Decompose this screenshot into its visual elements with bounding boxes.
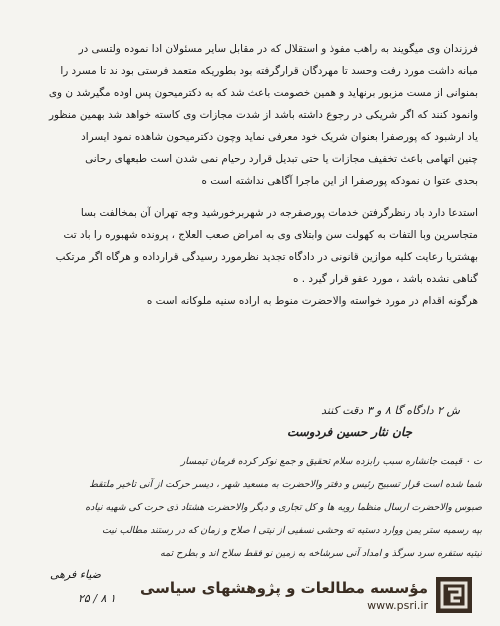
typed-line: وانمود کنند که اگر شریکی در رجوع داشته باشد از شدت مجازات وی کاسته خواهد شد بهمین منظور	[49, 109, 478, 121]
typed-line: بهشتریا رعایت کلیه موازین قانونی در دادگاه تجدید نظرمورد رسیدگی قرارداده و هرگاه اگر مرتکب	[55, 251, 478, 263]
handwritten-line: صبوس والاحضرت ارسال منظما رویه ها و کل تجاری و دیگر والاحضرت هشتاد ذی حرت کی شهیه نیاده	[85, 502, 482, 513]
handwritten-line: شما شده است قرار تسبیح رئیس و دفتر والاحضرت به مسعید شهر ، دیسر حرکت از آنی تاخیر ملتقط	[89, 479, 482, 490]
paragraph-gap	[26, 192, 478, 202]
handwritten-note	[20, 450, 482, 565]
handwritten-line: ت ۰ قیمت جانشاره سبب رابزده سلام تحقیق و جمع نوکر کرده فرمان تیمسار	[180, 456, 482, 467]
typed-line: چنین اتهامی باعث تخفیف مجازات یا حتی تبدیل قرارد رحیام نمی شدن است طبعهای رحانی	[85, 153, 478, 165]
typed-line: استدعا دارد باد رنظرگرفتن خدمات پورصفرجه در شهربرخورشید وجه تهران آن بمخالفت بسا	[80, 207, 478, 219]
handwritten-sign-name: ضیاء فرهی	[50, 568, 101, 581]
typed-line: گناهی نشده باشد ، مورد عفو قرار گیرد . ه	[293, 273, 478, 285]
institute-title: مؤسسه مطالعات و پژوهشهای سیاسی	[139, 578, 428, 597]
institute-watermark	[60, 564, 500, 626]
typed-line: مبانه داشت مورد رفت وحسد تا مهردگان قرارگرفته بود بطوریکه متعمد فرستی بود ند تا مسرد را	[60, 65, 478, 77]
typed-line: بحدی عتوا ن نمودکه پورصفرا از این ماجرا آگاهی نداشته است ه	[201, 175, 478, 187]
typed-line: فرزندان وی میگویند به راهب مفوذ و استقلال که در مقابل سایر مسئولان ادا نموده ولتسی در	[78, 43, 478, 55]
typed-line: بمنوانی از مست مزبور برنهاید و همین خصومت باعث شد که به دکترمیحون پس اوده مگیرشد ن وی	[48, 87, 478, 99]
handwritten-date: ۲۵ / ۸ ۱	[78, 592, 116, 605]
typed-line: یاد ارشبود که پورصفرا بعنوان شریک خود معرفی نماید وچون دکترمیحون شاهده نمود ایسراد	[81, 131, 478, 143]
institute-text	[140, 579, 428, 612]
typed-letter-body	[26, 38, 478, 312]
typed-line: هرگونه اقدام در مورد خواسته والاحضرت منوط به اراده سنیه ملوکانه است ه	[146, 295, 478, 307]
institute-logo-icon	[436, 577, 472, 613]
handwritten-line: نیتیه ستفره سرد سرگذ و امداد آنی سرشاخه به زمین نو فقط سلاح اند و بطرح تمه	[160, 548, 482, 559]
handwritten-line: بپه رسمیه ستر یمن ووارد دستیه ته وحشی نسفیی از نیتی ا صلاح و زمان که در رستند مطالب نیت	[101, 525, 482, 536]
handwritten-reference: ش ۲ دادگاه گا ۸ و ۳ دقت کنند	[321, 404, 460, 417]
institute-url: www.psri.ir	[367, 598, 428, 612]
typed-line: متجاسرین وبا التفات به کهولت سن وابتلای وی به امراض صعب العلاج ، پرونده شهبوره را باد تت	[63, 229, 478, 241]
handwritten-signature-title: جان نثار حسین فردوست	[286, 425, 412, 439]
